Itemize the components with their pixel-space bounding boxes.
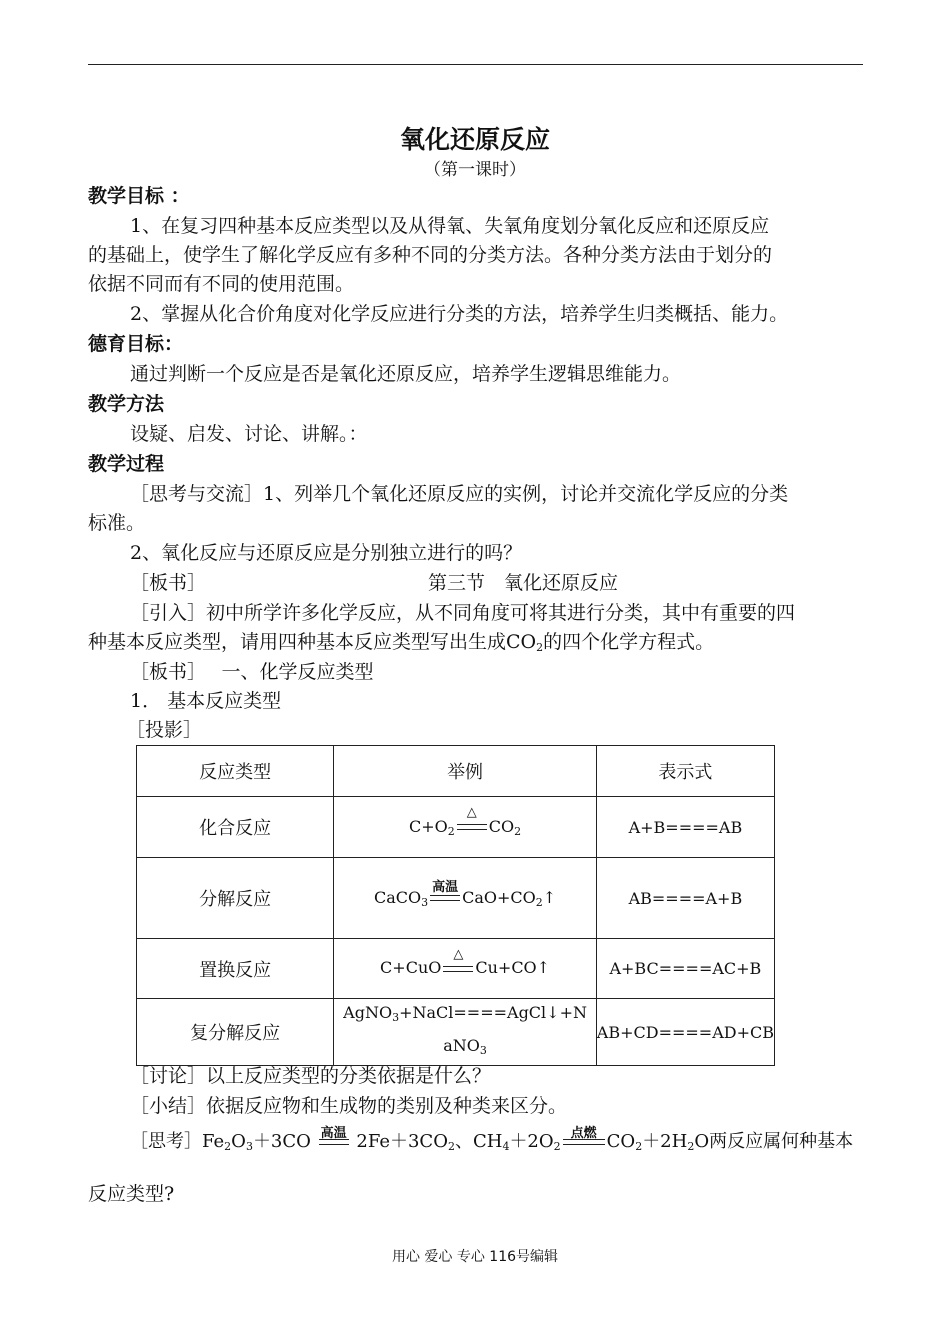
formula-cell: AB====A+B xyxy=(596,858,774,939)
process-heading: 教学过程 xyxy=(88,453,165,475)
think-line-a: ［思考与交流］1、列举几个氧化还原反应的实例，讨论并交流化学反应的分类 xyxy=(130,483,789,505)
method-text: 设疑、启发、讨论、讲解。： xyxy=(130,423,368,445)
table-header: 举例 xyxy=(334,746,596,797)
table-row xyxy=(137,939,775,999)
think-line-b: 标准。 xyxy=(88,512,146,534)
header-rule xyxy=(88,64,863,65)
formula-cell: AB+CD====AD+CB xyxy=(596,999,774,1066)
heat-condition-icon: △ xyxy=(441,959,475,979)
intro-line-b: 种基本反应类型，请用四种基本反应类型写出生成$CO_2$的四个化学方程式。 xyxy=(88,631,715,654)
summary-line: ［小结］依据反应物和生成物的类别及种类来区分。 xyxy=(130,1095,568,1117)
page-subtitle: （第一课时） xyxy=(424,160,526,180)
reaction-type-cell: 置换反应 xyxy=(137,939,334,999)
formula-cell: A+BC====AC+B xyxy=(596,939,774,999)
example-cell: CaCO$_3$ 高温 $CaO+CO_2↑$ xyxy=(334,858,596,939)
goal-1-line-c: 依据不同而有不同的使用范围。 xyxy=(88,273,355,295)
table-header-row xyxy=(137,746,775,797)
table-row xyxy=(137,797,775,858)
teaching-goal-heading: 教学目标 ： xyxy=(88,185,190,207)
projection-tag: ［投影］ xyxy=(126,719,203,741)
discuss-line: ［讨论］以上反应类型的分类依据是什么？ xyxy=(130,1065,492,1087)
basic-reaction-type: 1． 基本反应类型 xyxy=(130,690,282,712)
goal-1-line-b: 的基础上，使学生了解化学反应有多种不同的分类方法。各种分类方法由于划分的 xyxy=(88,244,773,266)
reaction-type-table xyxy=(136,745,775,1066)
board-text-1: 第三节 氧化还原反应 xyxy=(428,572,619,594)
method-heading: 教学方法 xyxy=(88,393,165,415)
goal-2-line: 2、掌握从化合价角度对化学反应进行分类的方法，培养学生归类概括、能力。 xyxy=(130,303,789,325)
reaction-type-cell: 复分解反应 xyxy=(137,999,334,1066)
ignite-condition-icon: 点燃 xyxy=(561,1132,607,1152)
board-tag-1: ［板书］ xyxy=(130,572,207,594)
think-3-line-b: 反应类型? xyxy=(88,1183,175,1205)
page-title: 氧化还原反应 xyxy=(399,125,550,154)
goal-1-line-a: 1、在复习四种基本反应类型以及从得氧、失氧角度划分氧化反应和还原反应 xyxy=(130,215,770,237)
board-line-2: ［板书］ 一、化学反应类型 xyxy=(130,661,374,683)
reaction-type-cell: 化合反应 xyxy=(137,797,334,858)
page-footer: 用心 爱心 专心 116号编辑 xyxy=(391,1249,559,1265)
think-3-line: ［思考$]Fe_2O_3+3CO$ 高温 $2Fe+3CO_2$、$CH_4+2O_2$ 点燃 $CO_2+2H_2O$两反应属何种基本 xyxy=(130,1126,854,1153)
think-question-2: 2、氧化反应与还原反应是分别独立进行的吗？ xyxy=(130,542,523,564)
example-cell: AgNO$_3$+NaCl====AgCl↓+N aNO$_3$ xyxy=(334,999,596,1066)
table-row xyxy=(137,999,775,1066)
formula-cell: A+B====AB xyxy=(596,797,774,858)
reaction-type-cell: 分解反应 xyxy=(137,858,334,939)
heat-condition-icon: △ xyxy=(455,817,489,837)
table-header: 反应类型 xyxy=(137,746,334,797)
intro-line-a: ［引入］初中所学许多化学反应，从不同角度可将其进行分类，其中有重要的四 xyxy=(130,602,796,624)
high-temp-condition-icon: 高温 xyxy=(428,888,462,908)
example-cell: $C+O_2$ △ $CO_2$ xyxy=(334,797,596,858)
moral-goal-heading: 德育目标： xyxy=(88,333,184,355)
example-cell: C+CuO △ Cu+CO↑ xyxy=(334,939,596,999)
table-header: 表示式 xyxy=(596,746,774,797)
moral-goal-text: 通过判断一个反应是否是氧化还原反应，培养学生逻辑思维能力。 xyxy=(130,363,682,385)
table-row xyxy=(137,858,775,939)
high-temp-condition-icon: 高温 xyxy=(317,1132,351,1152)
